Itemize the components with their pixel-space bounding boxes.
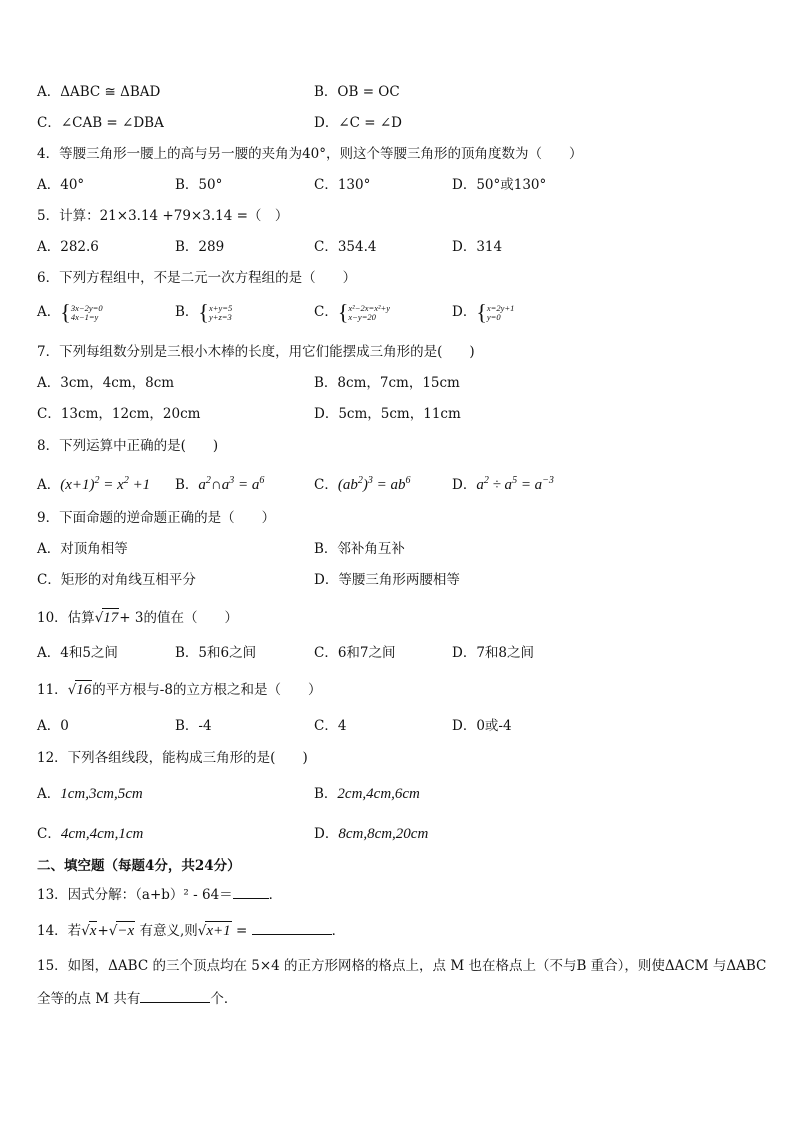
q12-label-d: D． [314,826,339,842]
sqrt-icon: √ [94,610,104,626]
q6-system-b: x+y=5 y+z=3 [208,302,233,322]
q3-option-d: D．∠C = ∠D [314,115,402,131]
q7-option-c: C．13cm，12cm，20cm [37,406,201,422]
q12-stem: 12．下列各组线段，能构成三角形的是( ) [37,750,308,766]
q5-option-c: C．354.4 [314,239,377,255]
q8-option-a [37,472,150,494]
q6-option-c [314,299,391,325]
brace-icon: { [476,299,487,325]
sqrt-icon: √ [197,923,207,939]
q10-option-c: C．6和7之间 [314,645,396,661]
q8-expr-b: $a^2\cap a^3 = a^6$ [198,475,265,493]
q8-expr-a: $(x+1)^2 = x^2 +1$ [60,475,151,493]
q6-label-d: D． [452,304,477,320]
q11-stem: 11．√16的平方根与-8的立方根之和是（ ） [37,682,322,698]
q9-option-a: A．对顶角相等 [37,541,128,557]
q10-option-d: D．7和8之间 [452,645,535,661]
q6-option-b [175,299,233,325]
q4-option-b: B．50° [175,177,223,193]
sqrt-icon: √ [81,923,90,939]
q6-option-a [37,299,103,325]
section-heading: 二、填空题（每题4分，共24分） [37,858,241,874]
q7-option-d: D．5cm，5cm，11cm [314,406,461,422]
q12-value-a: 1cm,3cm,5cm [60,786,143,802]
q5-stem: 5．计算：21×3.14 +79×3.14 =（ ） [37,208,289,224]
q3-option-c: C．∠CAB = ∠DBA [37,115,164,131]
q10-stem: 10．估算√17+ 3的值在（ ） [37,610,238,626]
q8-expr-d: $a^2 \div a^5 = a^{-3}$ [476,475,554,493]
q9-stem: 9．下面命题的逆命题正确的是（ ） [37,510,276,526]
answer-blank[interactable] [140,988,210,1003]
q3-option-b: B．OB = OC [314,84,400,100]
q4-option-d: D．50°或130° [452,177,547,193]
q14-stem: 14．若√x+√−x 有意义,则√x+1 = ． [37,920,345,940]
q8-label-b: B． [175,477,199,493]
radicand: −x [117,923,135,939]
q12-value-d: 8cm,8cm,20cm [338,826,429,842]
q5-option-b: B．289 [175,239,225,255]
q15-line2: 全等的点 M 共有 个． [37,988,237,1008]
q6-system-c: x²−2x=x²+y x−y=20 [348,302,391,322]
q11-option-c: C．4 [314,718,347,734]
brace-icon: { [198,299,209,325]
q8-expr-c: $(ab^2)^3 = ab^6$ [337,475,411,493]
q9-option-c: C．矩形的对角线互相平分 [37,572,196,588]
sqrt-icon: √ [108,923,118,939]
q11-option-d: D．0或-4 [452,718,512,734]
q12-label-a: A． [37,786,61,802]
sqrt-icon: √ [67,682,77,698]
q7-option-b: B．8cm，7cm，15cm [314,375,460,391]
q12-option-c [37,825,143,843]
q7-stem: 7．下列每组数分别是三根小木棒的长度，用它们能摆成三角形的是( ) [37,344,475,360]
radicand: x+1 [206,923,231,939]
q6-label-b: B． [175,304,199,320]
q12-label-c: C． [37,826,61,842]
q9-option-b: B．邻补角互补 [314,541,405,557]
q8-label-c: C． [314,477,338,493]
q8-option-d [452,472,554,494]
q4-option-c: C．130° [314,177,371,193]
radicand: x [89,923,97,939]
q10-option-b: B．5和6之间 [175,645,257,661]
q13-stem: 13．因式分解：（a+b）² - 64＝ ． [37,884,282,904]
q11-option-b: B．-4 [175,718,212,734]
q10-option-a: A．4和5之间 [37,645,118,661]
q4-option-a: A．40° [37,177,85,193]
q4-stem: 4．等腰三角形一腰上的高与另一腰的夹角为40°，则这个等腰三角形的顶角度数为（ ） [37,146,583,162]
answer-blank[interactable] [233,884,269,899]
q12-value-b: 2cm,4cm,6cm [337,786,420,802]
q6-option-d [452,299,515,325]
q12-option-a [37,785,143,803]
q12-value-c: 4cm,4cm,1cm [60,826,144,842]
brace-icon: { [337,299,349,325]
q8-option-b [175,472,264,494]
q6-system-a: 3x−2y=0 4x−1=y [70,302,103,322]
q8-stem: 8．下列运算中正确的是( ) [37,438,219,454]
q8-label-d: D． [452,477,477,493]
q6-system-d: x=2y+1 y=0 [486,302,515,322]
q15-line1: 15．如图，ΔABC 的三个顶点均在 5×4 的正方形网格的格点上，点 M 也在格点上（不与B 重合），则使ΔACM 与ΔABC [37,958,767,974]
q12-option-b [314,785,420,803]
q9-option-d: D．等腰三角形两腰相等 [314,572,460,588]
q11-option-a: A．0 [37,718,69,734]
q5-option-a: A．282.6 [37,239,99,255]
answer-blank[interactable] [252,920,332,935]
q5-option-d: D．314 [452,239,503,255]
brace-icon: { [60,299,71,325]
q12-label-b: B． [314,786,338,802]
q12-option-d [314,825,428,843]
q3-option-a: A．ΔABC ≅ ΔBAD [37,84,161,100]
q6-label-a: A． [37,304,61,320]
q6-label-c: C． [314,304,338,320]
q6-stem: 6．下列方程组中，不是二元一次方程组的是（ ） [37,270,357,286]
q8-option-c [314,472,410,494]
q8-label-a: A． [37,477,61,493]
q7-option-a: A．3cm，4cm，8cm [37,375,175,391]
